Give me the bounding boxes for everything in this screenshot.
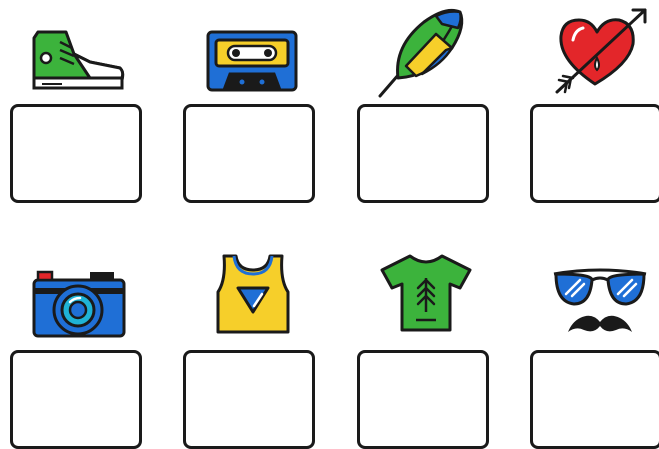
answer-box[interactable] [357,350,489,449]
answer-box[interactable] [183,350,315,449]
answer-box[interactable] [357,104,489,203]
answer-box[interactable] [10,104,142,203]
camera-icon [32,266,126,338]
tshirt-icon [380,254,472,332]
sneaker-icon [30,28,126,92]
answer-box[interactable] [183,104,315,203]
answer-box[interactable] [10,350,142,449]
tank-top-icon [216,252,290,334]
heart-arrow-icon [553,6,649,98]
sunglasses-mustache-icon [552,266,648,340]
feather-icon [376,6,468,98]
answer-box[interactable] [530,350,659,449]
cassette-tape-icon [206,30,298,92]
answer-box[interactable] [530,104,659,203]
